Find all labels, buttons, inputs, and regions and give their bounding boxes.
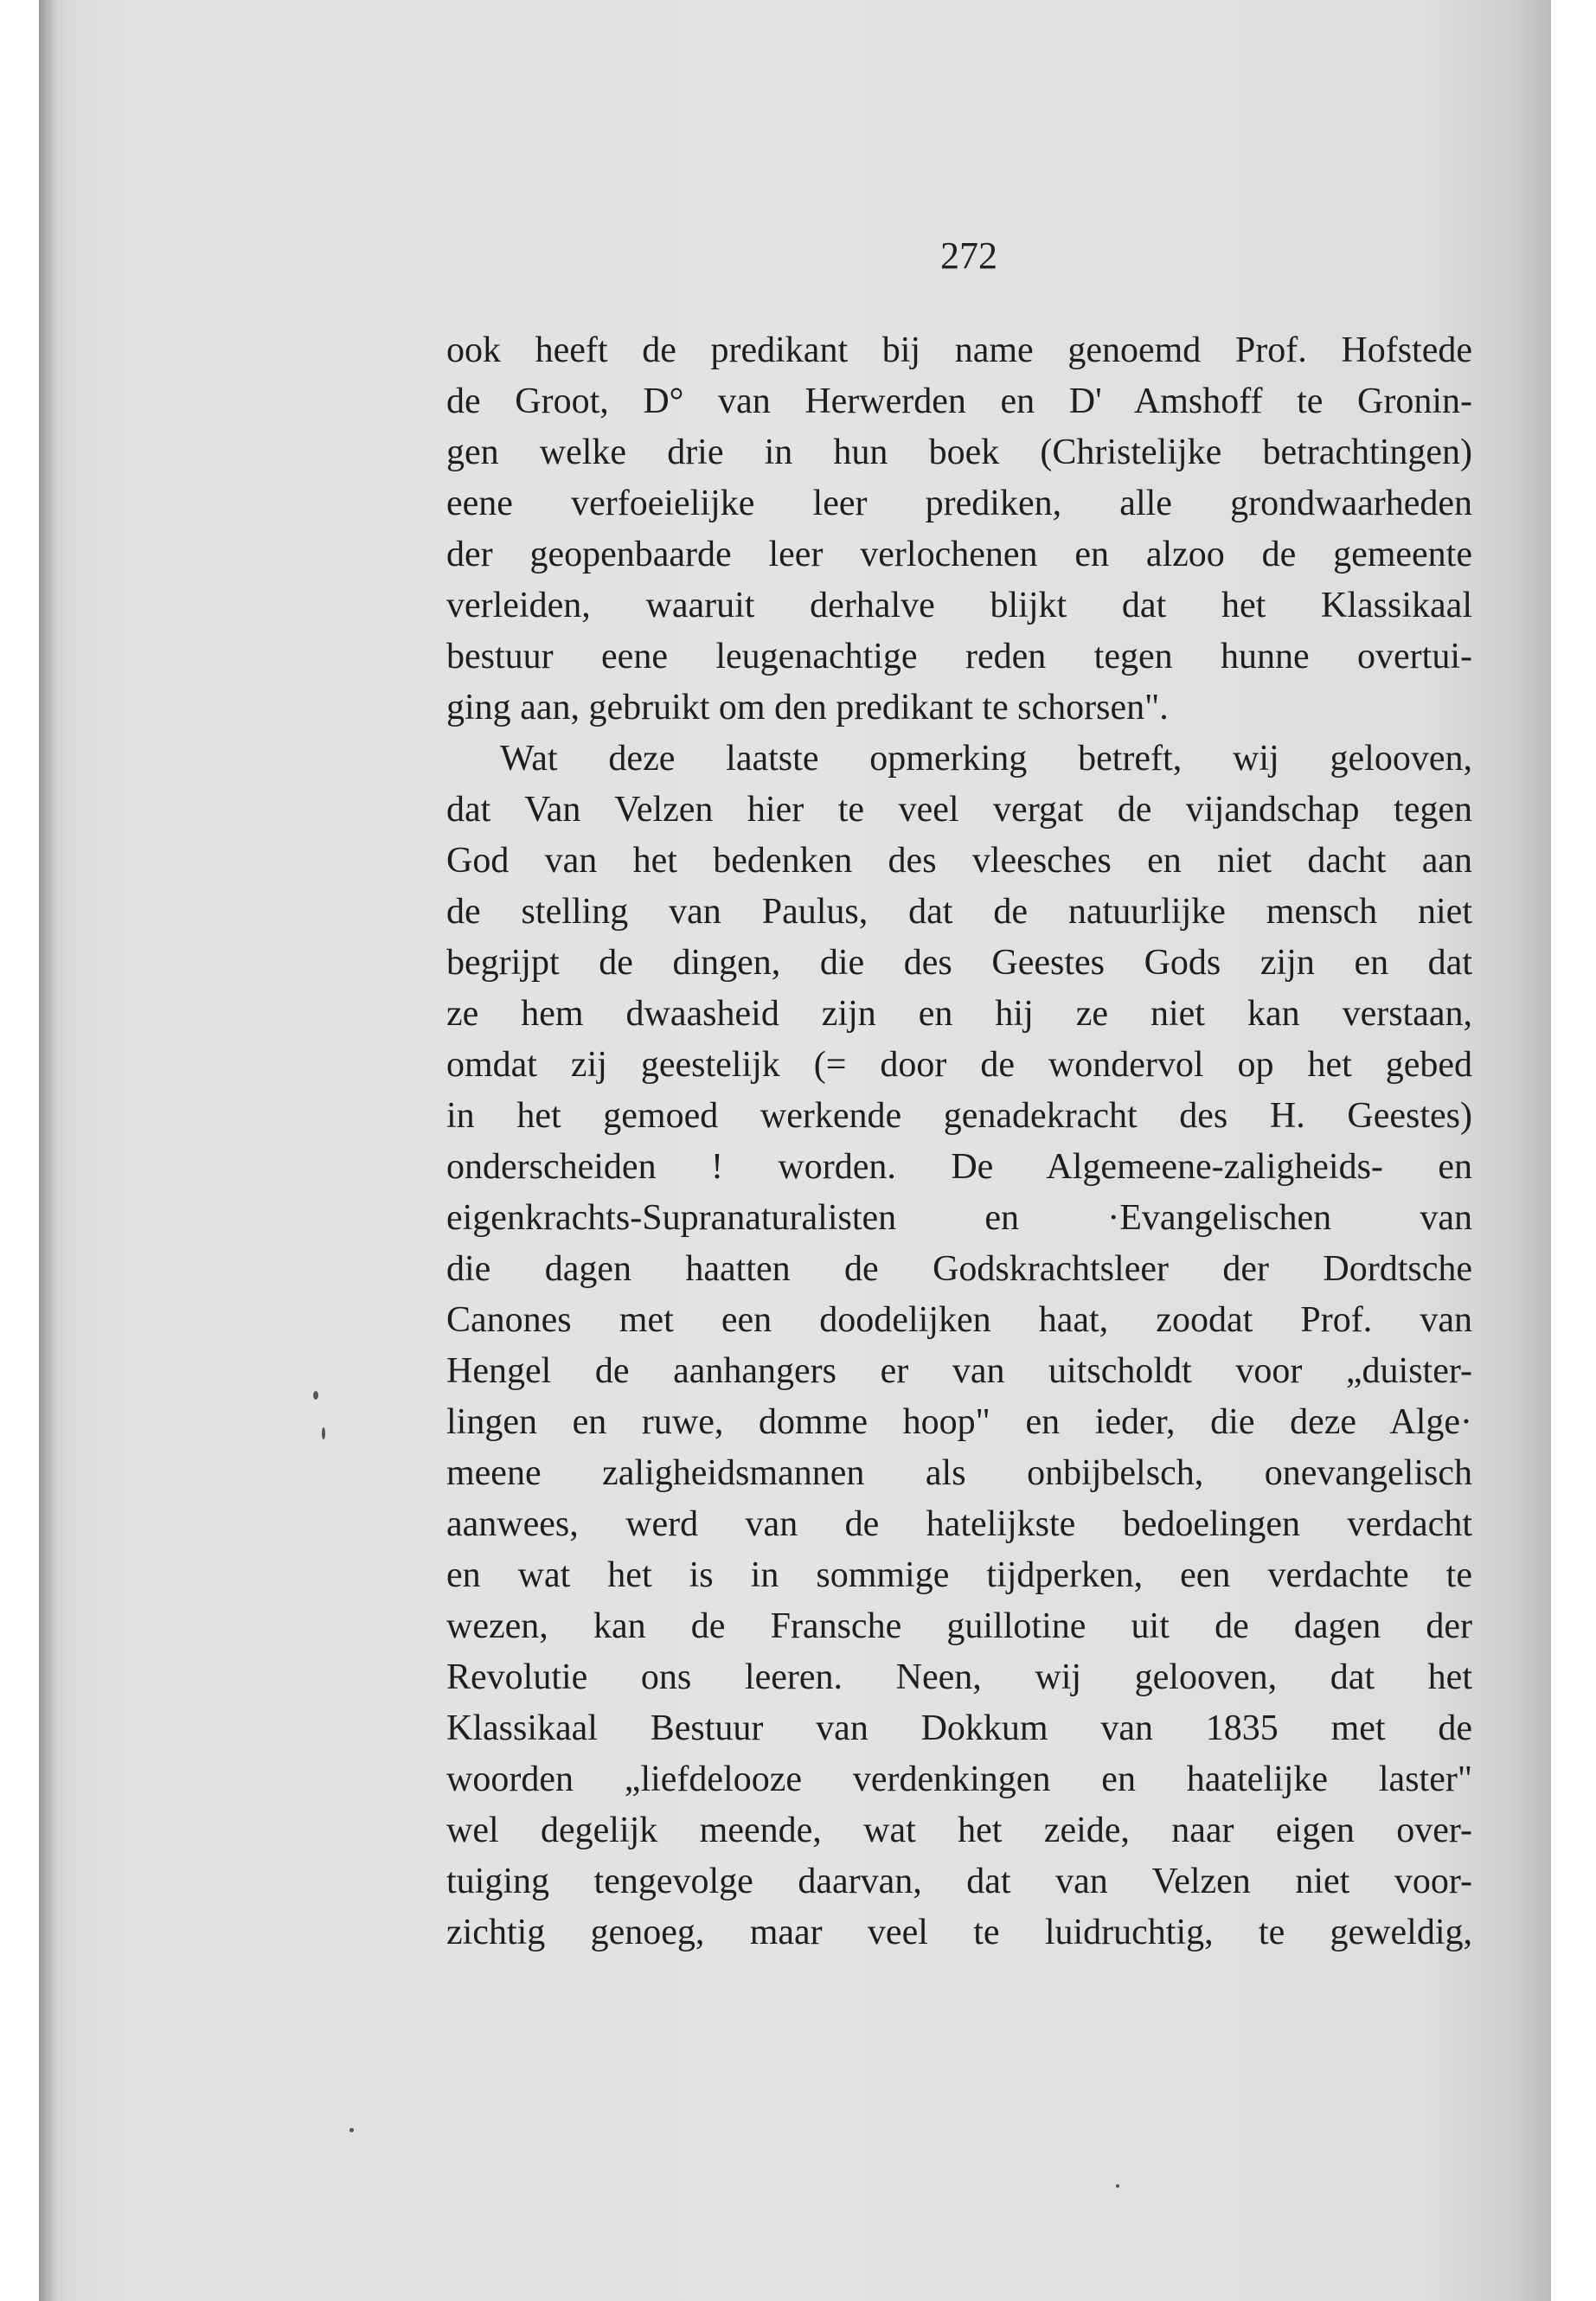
- text-line: ook heeft de predikant bij name genoemd Prof. Hofstede: [446, 330, 1472, 370]
- text-line: wel degelijk meende, wat het zeide, naar eigen over-: [446, 1811, 1472, 1850]
- text-line: Klassikaal Bestuur van Dokkum van 1835 met de: [446, 1708, 1472, 1748]
- text-line: gen welke drie in hun boek (Christelijke betrachtingen): [446, 433, 1472, 472]
- text-line: wezen, kan de Fransche guillotine uit de dagen der: [446, 1606, 1472, 1646]
- text-line: dat Van Velzen hier te veel vergat de vijandschap tegen: [446, 790, 1472, 830]
- body-text: [446, 325, 1472, 1958]
- text-line: onderscheiden ! worden. De Algemeene-zaligheids- en: [446, 1147, 1472, 1187]
- text-line: God van het bedenken des vleesches en niet dacht aan: [446, 841, 1472, 881]
- text-line: Hengel de aanhangers er van uitscholdt voor „duister-: [446, 1351, 1472, 1391]
- text-line: Revolutie ons leeren. Neen, wij gelooven, dat het: [446, 1657, 1472, 1697]
- text-line: die dagen haatten de Godskrachtsleer der Dordtsche: [446, 1249, 1472, 1289]
- text-line: ging aan, gebruikt om den predikant te schorsen".: [446, 688, 1169, 727]
- text-line: eigenkrachts-Supranaturalisten en ·Evangelischen van: [446, 1198, 1472, 1238]
- scan-margin: [1551, 0, 1596, 2301]
- paragraph-start-line: Wat deze laatste opmerking betreft, wij gelooven,: [500, 739, 1472, 779]
- text-line: meene zaligheidsmannen als onbijbelsch, onevangelisch: [446, 1453, 1472, 1493]
- text-line: Canones met een doodelijken haat, zoodat Prof. van: [446, 1300, 1472, 1340]
- text-line: lingen en ruwe, domme hoop" en ieder, die deze Alge·: [446, 1402, 1472, 1442]
- scan-speck: [322, 1427, 325, 1439]
- text-line: de stelling van Paulus, dat de natuurlijke mensch niet: [446, 892, 1472, 932]
- text-line: tuiging tengevolge daarvan, dat van Velzen niet voor-: [446, 1862, 1472, 1901]
- page-gutter-shadow: [39, 0, 58, 2301]
- text-line: en wat het is in sommige tijdperken, een verdachte te: [446, 1555, 1472, 1595]
- text-line: in het gemoed werkende genadekracht des H. Geestes): [446, 1096, 1472, 1136]
- text-line: de Groot, D° van Herwerden en D' Amshoff te Gronin-: [446, 381, 1472, 421]
- text-line: der geopenbaarde leer verlochenen en alzoo de gemeente: [446, 535, 1472, 574]
- text-line: verleiden, waaruit derhalve blijkt dat het Klassikaal: [446, 586, 1472, 625]
- text-line: begrijpt de dingen, die des Geestes Gods zijn en dat: [446, 943, 1472, 983]
- text-line: zichtig genoeg, maar veel te luidruchtig, te geweldig,: [446, 1913, 1472, 1952]
- page-number: 272: [940, 234, 997, 277]
- text-line: eene verfoeielijke leer prediken, alle grondwaarheden: [446, 484, 1472, 523]
- text-line: aanwees, werd van de hatelijkste bedoelingen verdacht: [446, 1504, 1472, 1544]
- scan-speck: [313, 1391, 318, 1400]
- scan-speck: [1116, 2184, 1119, 2188]
- text-line: bestuur eene leugenachtige reden tegen hunne overtui-: [446, 637, 1472, 676]
- scan-speck: [349, 2128, 354, 2132]
- text-line: woorden „liefdelooze verdenkingen en haatelijke laster": [446, 1759, 1472, 1799]
- text-line: ze hem dwaasheid zijn en hij ze niet kan verstaan,: [446, 994, 1472, 1034]
- text-line: omdat zij geestelijk (= door de wondervol op het gebed: [446, 1045, 1472, 1085]
